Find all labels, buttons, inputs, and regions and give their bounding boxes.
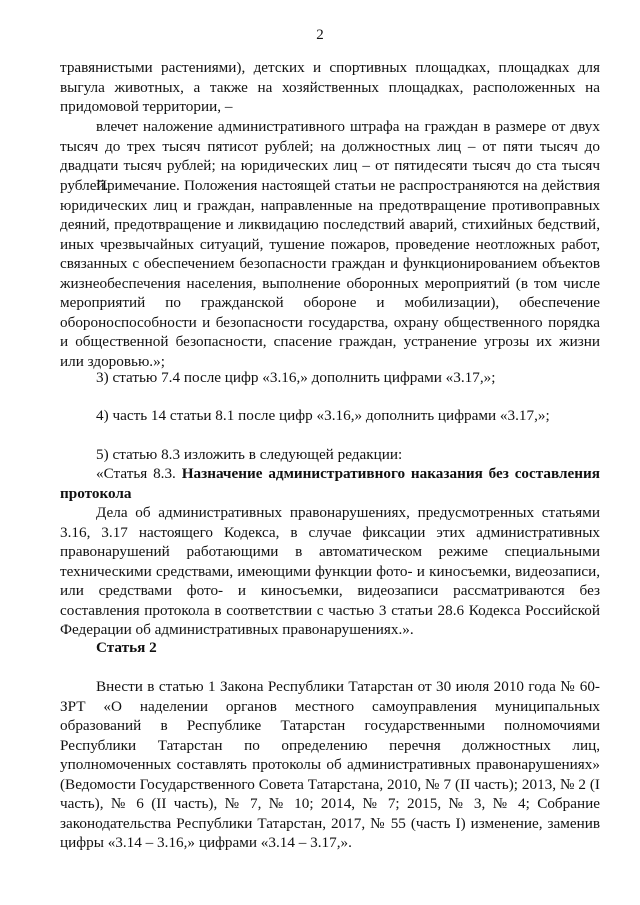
article-8-3-body: Дела об административных правонарушениях, предусмотренных статьями 3.16, 3.17 настоящего Кодекса, в случае фиксации этих административных правонарушений работающими в автоматическом режиме специальными техническими средствами, имеющими функции фото- и киносъемки, видеозаписи, или средствами фото- и киносъемки, видеозаписи рассматриваются без составления протокола в соответствии с частью 3 статьи 28.6 Кодекса Российской Федерации об административных правонарушениях.». [60,504,600,638]
article-2-body: Внести в статью 1 Закона Республики Татарстан от 30 июля 2010 года № 60-ЗРТ «О наделении органов местного самоуправления муниципальных образований в Республике Татарстан государственными полномочиями Республики Татарстан по определению перечня должностных лиц, уполномоченных составлять протоколы об административных правонарушениях» (Ведомости Государственного Совета Татарстана, 2010, № 7 (II часть); 2013, № 2 (I часть), № 6 (II часть), № 7, № 10; 2014, № 7; 2015, № 3, № 4; Собрание законодательства Республики Татарстан, 2017, № 55 (часть I) изменение, заменив цифры «3.14 – 3.16,» цифрами «3.14 – 3.17,». [60,678,600,851]
article-8-3-title: Назначение административного наказания без составления протокола [60,465,600,502]
penalty-paragraph: влечет наложение административного штрафа на граждан в размере от двух тысяч до трех тысяч пятисот рублей; на должностных лиц – от пяти тысяч до двадцати тысяч рублей; на юридических лиц – от пятидесяти тысяч до ста тысяч рублей. [60,118,600,194]
continuation-paragraph: травянистыми растениями), детских и спортивных площадках, площадках для выгула животных, а также на хозяйственных площадках, расположенных на придомовой территории, – [60,59,600,115]
item-4: 4) часть 14 статьи 8.1 после цифр «3.16,» дополнить цифрами «3.17,»; [96,407,550,424]
page-number: 2 [316,27,324,43]
article-8-3-prefix: «Статья 8.3. [96,465,182,482]
article-2-heading: Статья 2 [96,639,157,656]
item-3: 3) статью 7.4 после цифр «3.16,» дополнить цифрами «3.17,»; [96,369,496,386]
article-8-3-heading [60,464,600,503]
item-5: 5) статью 8.3 изложить в следующей редакции: [96,446,403,463]
note-paragraph: Примечание. Положения настоящей статьи не распространяются на действия юридических лиц и граждан, направленные на предотвращение противоправных деяний, предотвращение и ликвидацию последствий аварий, стихийных бедствий, иных чрезвычайных ситуаций, тушение пожаров, проведение неотложных работ, связанных с обеспечением безопасности граждан и функционированием объектов жизнеобеспечения населения, выполнение оборонных мероприятий (в том числе мероприятий по гражданской обороне и мобилизации), обеспечение обороноспособности и безопасности государства, охрану общественного порядка и общественной безопасности, спасение граждан, устранение угрозы их жизни или здоровью.»; [60,177,600,370]
